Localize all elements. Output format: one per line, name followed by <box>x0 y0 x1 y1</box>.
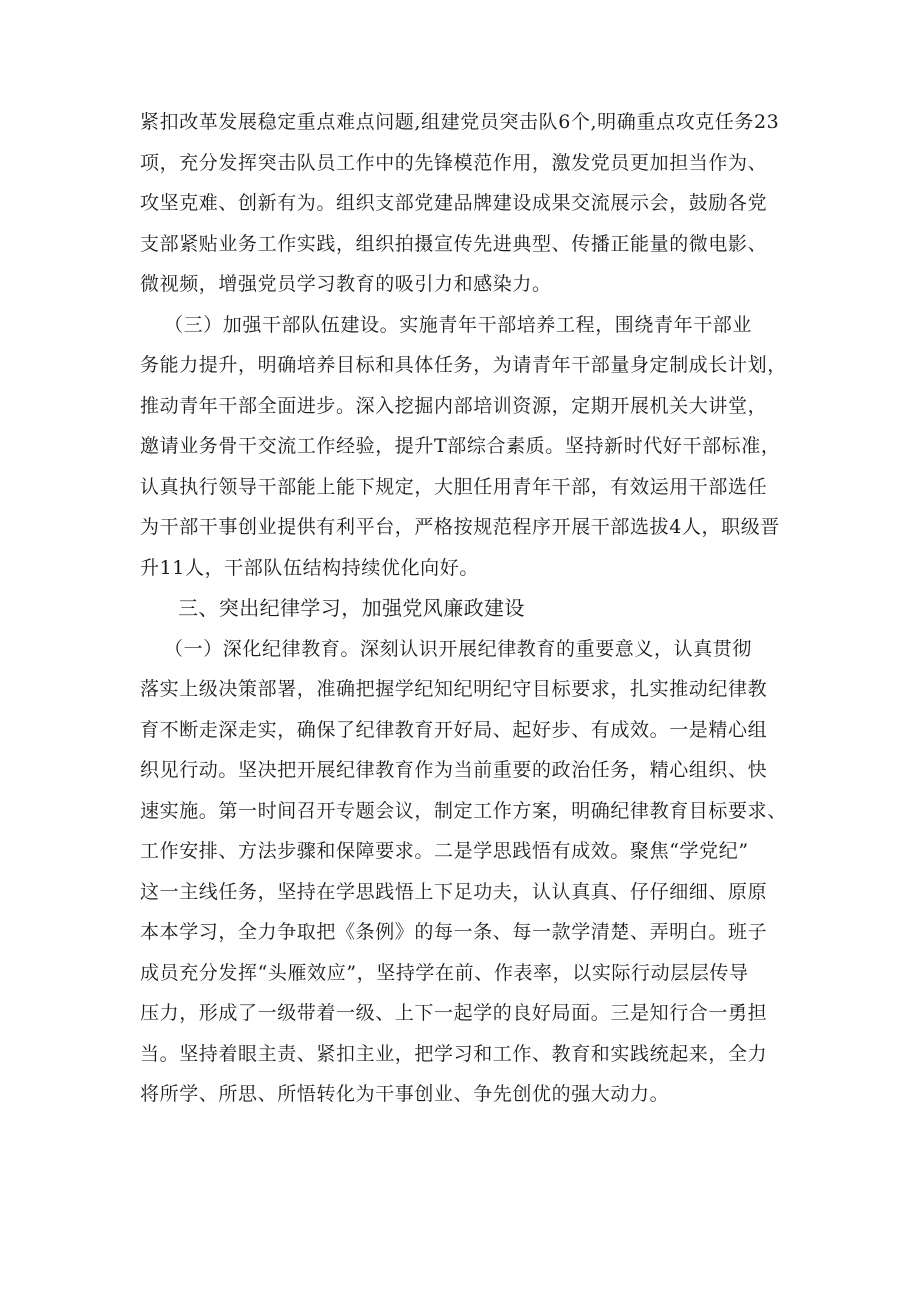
paragraph-discipline-education <box>140 629 790 1115</box>
text-line: 务能力提升，明确培养目标和具体任务，为请青年干部量身定制成长计划， <box>140 354 787 376</box>
section-heading: 三、突出纪律学习，加强党风廉政建设 <box>178 596 525 620</box>
text-line: 紧扣改革发展稳定重点难点问题,组建党员突击队6个,明确重点攻克任务23 <box>140 111 780 133</box>
text-line: 微视频，增强党员学习教育的吸引力和感染力。 <box>140 273 552 295</box>
text-line: 推动青年干部全面进步。深入挖掘内部培训资源，定期开展机关大讲堂， <box>140 394 768 417</box>
text-line: 支部紧贴业务工作实践，组织拍摄宣传先进典型、传播正能量的微电影、 <box>140 232 768 255</box>
text-line: 育不断走深走实，确保了纪律教育开好局、起好步、有成效。一是精心组 <box>140 718 768 741</box>
text-line: 将所学、所思、所悟转化为干事创业、争先创优的强大动力。 <box>140 1083 670 1105</box>
paragraph-cadre-team-building <box>140 305 790 589</box>
text-line: 这一主线任务，坚持在学思践悟上下足功夫，认认真真、仔仔细细、原原 <box>140 880 768 903</box>
text-line: 成员充分发挥“头雁效应”，坚持学在前、作表率，以实际行动层层传导 <box>140 961 749 984</box>
text-line: （一）深化纪律教育。深刻认识开展纪律教育的重要意义，认真贯彻 <box>164 637 753 660</box>
document-body <box>140 102 790 1115</box>
text-line: 速实施。第一时间召开专题会议，制定工作方案，明确纪律教育目标要求、 <box>140 799 787 822</box>
text-line: 落实上级决策部署，准确把握学纪知纪明纪守目标要求，扎实推动纪律教 <box>140 678 768 700</box>
text-line: 工作安排、方法步骤和保障要求。二是学思践悟有成效。聚焦“学党纪” <box>140 840 749 862</box>
text-line: 织见行动。坚决把开展纪律教育作为当前重要的政治任务，精心组织、快 <box>140 759 768 781</box>
text-line: 攻坚克难、创新有为。组织支部党建品牌建设成果交流展示会，鼓励各党 <box>140 192 768 214</box>
paragraph-party-assault-team <box>140 102 790 305</box>
text-line: 为干部干事创业提供有利平台，严格按规范程序开展干部选拔4人，职级晋 <box>140 516 780 538</box>
text-line: 邀请业务骨干交流工作经验，提升T部综合素质。坚持新时代好干部标准， <box>140 435 781 457</box>
text-line: 当。坚持着眼主责、紧扣主业，把学习和工作、教育和实践统起来，全力 <box>140 1042 768 1065</box>
text-line: 本本学习，全力争取把《条例》的每一条、每一款学清楚、弄明白。班子 <box>140 921 768 943</box>
text-line: 升11人，干部队伍结构持续优化向好。 <box>140 556 479 579</box>
text-line: （三）加强干部队伍建设。实施青年干部培养工程，围绕青年干部业 <box>164 313 753 336</box>
text-line: 认真执行领导干部能上能下规定，大胆任用青年干部，有效运用干部选任 <box>140 475 768 498</box>
text-line: 项，充分发挥突击队员工作中的先锋模范作用，激发党员更加担当作为、 <box>140 151 768 174</box>
text-line: 压力，形成了一级带着一级、上下一起学的良好局面。三是知行合一勇担 <box>140 1002 768 1024</box>
